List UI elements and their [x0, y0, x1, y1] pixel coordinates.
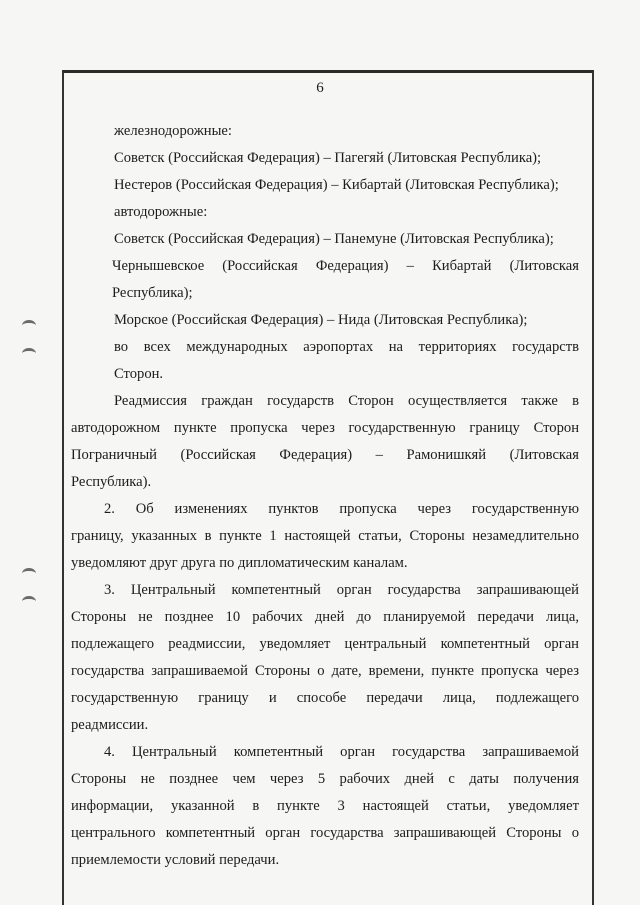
page-number: 6 [316, 80, 324, 96]
text-line: Советск (Российская Федерация) – Панемуне (Литовская Республика); [114, 231, 554, 247]
text-line: Стороны не позднее чем через 5 рабочих дней с даты получения [71, 771, 579, 787]
text-line: Стороны не позднее 10 рабочих дней до планируемой передачи лица, [71, 609, 579, 625]
text-line: уведомляют друг друга по дипломатическим каналам. [71, 555, 408, 571]
text-line: во всех международных аэропортах на территориях государств [114, 339, 579, 355]
text-line: автодорожном пункте пропуска через государственную границу Сторон [71, 420, 579, 436]
text-line: Пограничный (Российская Федерация) – Рамонишкяй (Литовская [71, 447, 579, 463]
text-line: Советск (Российская Федерация) – Пагегяй (Литовская Республика); [114, 150, 542, 166]
text-line: Сторон. [114, 366, 164, 382]
text-line: подлежащего реадмиссии, уведомляет центральный компетентный орган [71, 636, 579, 652]
text-line: государства запрашиваемой Стороны о дате, времени, пункте пропуска через [71, 663, 579, 679]
text-line: 4. Центральный компетентный орган государства запрашиваемой [104, 744, 579, 760]
text-line: Республика). [71, 474, 152, 490]
text-line: Морское (Российская Федерация) – Нида (Литовская Республика); [114, 312, 528, 328]
text-line: железнодорожные: [114, 123, 232, 139]
text-line: 2. Об изменениях пунктов пропуска через государственную [104, 501, 579, 517]
binder-hole-mark [22, 348, 36, 359]
text-line: автодорожные: [114, 204, 208, 220]
text-line: Чернышевское (Российская Федерация) – Кибартай (Литовская [112, 258, 579, 274]
text-line: приемлемости условий передачи. [71, 852, 280, 868]
text-line: границу, указанных в пункте 1 настоящей статьи, Стороны незамедлительно [71, 528, 579, 544]
text-line: Реадмиссия граждан государств Сторон осуществляется также в [114, 393, 579, 409]
text-line: информации, указанной в пункте 3 настоящей статьи, уведомляет [71, 798, 579, 814]
binder-hole-mark [22, 596, 36, 607]
text-line: Республика); [112, 285, 193, 301]
text-line: Нестеров (Российская Федерация) – Кибартай (Литовская Республика); [114, 177, 559, 193]
text-line: государственную границу и способе передачи лица, подлежащего [71, 690, 579, 706]
binder-hole-mark [22, 568, 36, 579]
text-line: центрального компетентный орган государства запрашивающей Стороны о [71, 825, 579, 841]
binder-hole-mark [22, 320, 36, 331]
text-line: реадмиссии. [71, 717, 149, 733]
text-line: 3. Центральный компетентный орган государства запрашивающей [104, 582, 579, 598]
document-body [71, 118, 579, 874]
